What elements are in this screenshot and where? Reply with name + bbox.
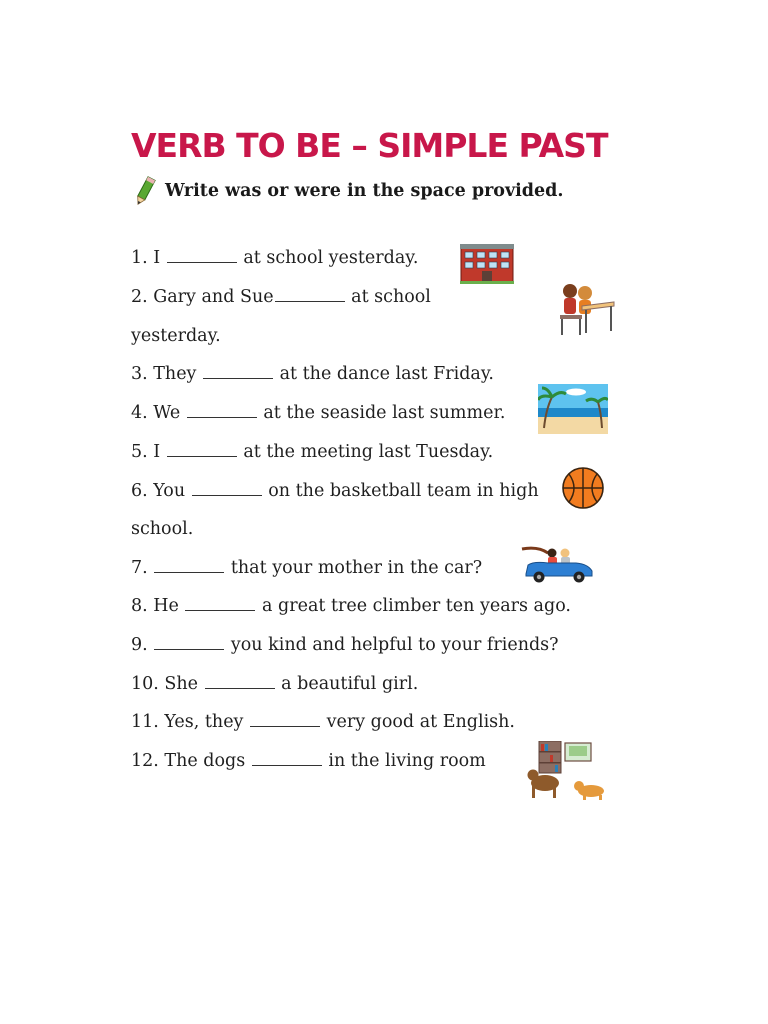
answer-blank[interactable] <box>205 673 275 689</box>
answer-blank[interactable] <box>154 634 224 650</box>
exercise-item-10: 10. She a beautiful girl. <box>131 674 419 694</box>
exercise-item-11: 11. Yes, they very good at English. <box>131 712 515 732</box>
dogs-living-room-icon <box>525 741 609 801</box>
answer-blank[interactable] <box>275 286 345 302</box>
exercise-item-5: 5. I at the meeting last Tuesday. <box>131 442 494 462</box>
instruction-text: Write was or were in the space provided. <box>165 181 564 201</box>
exercise-item-2: 2. Gary and Sue at school <box>131 287 431 307</box>
students-desk-icon <box>556 281 616 337</box>
answer-blank[interactable] <box>192 480 262 496</box>
exercise-item-2-continued: yesterday. <box>131 326 221 346</box>
exercise-item-4: 4. We at the seaside last summer. <box>131 403 506 423</box>
worksheet-title: VERB TO BE – SIMPLE PAST <box>131 126 608 165</box>
answer-blank[interactable] <box>154 557 224 573</box>
exercise-item-7: 7. that your mother in the car? <box>131 558 483 578</box>
instruction-row <box>133 174 563 208</box>
exercise-item-6-continued: school. <box>131 519 194 539</box>
exercise-item-6: 6. You on the basketball team in high <box>131 481 539 501</box>
exercise-item-9: 9. you kind and helpful to your friends? <box>131 635 559 655</box>
school-building-icon <box>460 240 514 284</box>
answer-blank[interactable] <box>185 595 255 611</box>
exercise-item-1: 1. I at school yesterday. <box>131 248 419 268</box>
exercise-item-12: 12. The dogs in the living room <box>131 751 486 771</box>
answer-blank[interactable] <box>167 247 237 263</box>
exercise-item-8: 8. He a great tree climber ten years ago. <box>131 596 571 616</box>
pencil-icon <box>133 174 157 208</box>
answer-blank[interactable] <box>252 750 322 766</box>
beach-icon <box>538 384 608 434</box>
exercise-item-3: 3. They at the dance last Friday. <box>131 364 494 384</box>
car-icon <box>518 544 596 584</box>
answer-blank[interactable] <box>167 441 237 457</box>
answer-blank[interactable] <box>187 402 257 418</box>
answer-blank[interactable] <box>250 711 320 727</box>
basketball-icon <box>561 466 605 510</box>
answer-blank[interactable] <box>203 363 273 379</box>
